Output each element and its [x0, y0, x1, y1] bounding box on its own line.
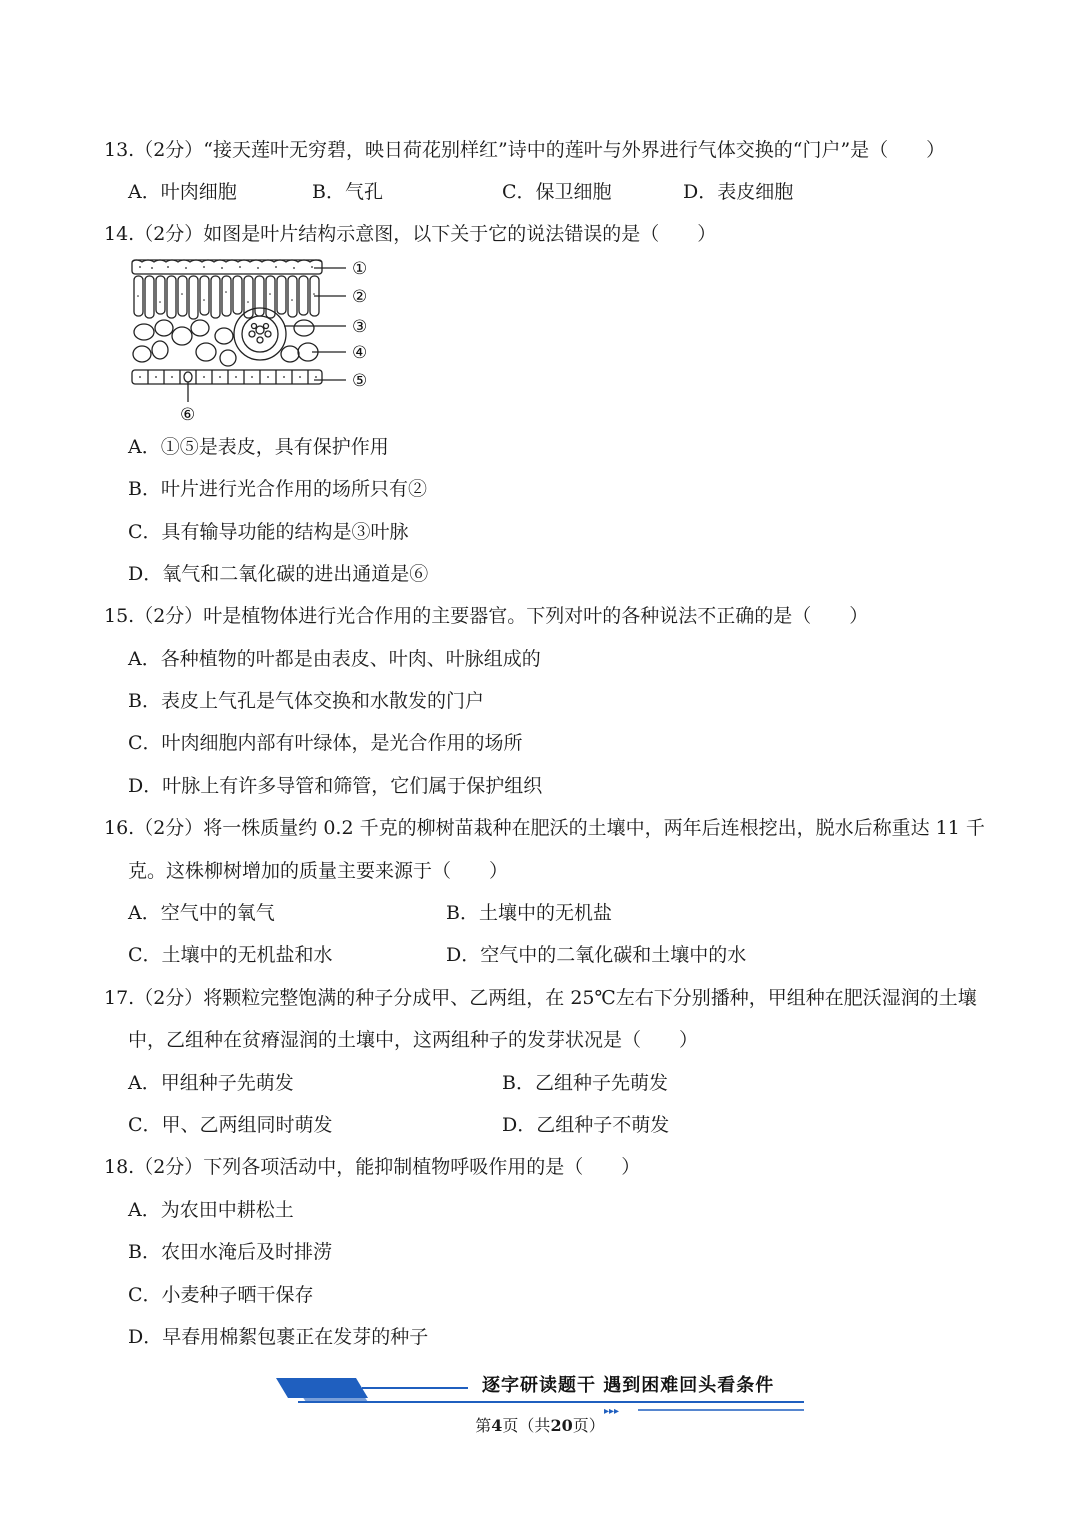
q15-option-c: C．叶肉细胞内部有叶绿体，是光合作用的场所: [128, 732, 523, 754]
diagram-label-3: ③: [352, 317, 368, 337]
question-13-stem: 13.（2分）“接天莲叶无穷碧，映日荷花别样红”诗中的莲叶与外界进行气体交换的“门户”是（ ）: [104, 139, 946, 161]
q14-option-c: C．具有输导功能的结构是③叶脉: [128, 521, 409, 543]
q18-option-d: D．早春用棉絮包裹正在发芽的种子: [128, 1326, 429, 1348]
question-16-stem-line1: 16.（2分）将一株质量约 0.2 千克的柳树苗栽种在肥沃的土壤中，两年后连根挖出，脱水后称重达 11 千: [104, 817, 985, 839]
question-18-stem: 18.（2分）下列各项活动中，能抑制植物呼吸作用的是（ ）: [104, 1156, 641, 1178]
q17-option-b: B．乙组种子先萌发: [502, 1072, 668, 1094]
q15-option-b: B．表皮上气孔是气体交换和水散发的门户: [128, 690, 484, 712]
q13-option-d: D．表皮细胞: [683, 181, 794, 203]
q14-option-b: B．叶片进行光合作用的场所只有②: [128, 478, 427, 500]
q14-option-a: A．①⑤是表皮，具有保护作用: [128, 436, 389, 458]
diagram-label-2: ②: [352, 287, 368, 307]
q13-option-c: C．保卫细胞: [502, 181, 612, 203]
q18-option-b: B．农田水淹后及时排涝: [128, 1241, 332, 1263]
page-total: 20: [550, 1416, 573, 1435]
q14-option-d: D．氧气和二氧化碳的进出通道是⑥: [128, 563, 429, 585]
leaf-structure-diagram: [128, 256, 388, 428]
question-17-stem-line1: 17.（2分）将颗粒完整饱满的种子分成甲、乙两组，在 25℃左右下分别播种，甲组种在肥沃湿润的土壤: [104, 987, 977, 1009]
diagram-label-5: ⑤: [352, 371, 368, 391]
footer-slogan: 逐字研读题干 遇到困难回头看条件: [482, 1375, 775, 1396]
diagram-label-6: ⑥: [180, 405, 196, 425]
q16-option-d: D．空气中的二氧化碳和土壤中的水: [446, 944, 747, 966]
question-14-stem: 14.（2分）如图是叶片结构示意图，以下关于它的说法错误的是（ ）: [104, 223, 717, 245]
footer-arrows: ▸▸▸: [604, 1406, 620, 1417]
page-middle: 页（共: [502, 1416, 551, 1435]
q17-option-d: D．乙组种子不萌发: [502, 1114, 670, 1136]
q17-option-a: A．甲组种子先萌发: [128, 1072, 294, 1094]
question-16-stem-line2: 克。这株柳树增加的质量主要来源于（ ）: [128, 860, 509, 882]
diagram-label-4: ④: [352, 343, 368, 363]
page-prefix: 第: [475, 1416, 492, 1435]
page-current: 4: [491, 1416, 503, 1435]
q13-option-b: B．气孔: [312, 181, 383, 203]
q18-option-a: A．为农田中耕松土: [128, 1199, 294, 1221]
q13-option-a: A．叶肉细胞: [128, 181, 237, 203]
diagram-label-1: ①: [352, 259, 368, 279]
page-suffix: 页）: [572, 1416, 605, 1435]
q15-option-d: D．叶脉上有许多导管和筛管，它们属于保护组织: [128, 775, 543, 797]
q15-option-a: A．各种植物的叶都是由表皮、叶肉、叶脉组成的: [128, 648, 541, 670]
q16-option-c: C．土壤中的无机盐和水: [128, 944, 333, 966]
question-15-stem: 15.（2分）叶是植物体进行光合作用的主要器官。下列对叶的各种说法不正确的是（ ）: [104, 605, 869, 627]
question-17-stem-line2: 中，乙组种在贫瘠湿润的土壤中，这两组种子的发芽状况是（ ）: [128, 1029, 699, 1051]
q16-option-b: B．土壤中的无机盐: [446, 902, 612, 924]
page-number: [0, 1415, 1080, 1437]
q17-option-c: C．甲、乙两组同时萌发: [128, 1114, 333, 1136]
q16-option-a: A．空气中的氧气: [128, 902, 275, 924]
q18-option-c: C．小麦种子晒干保存: [128, 1284, 314, 1306]
